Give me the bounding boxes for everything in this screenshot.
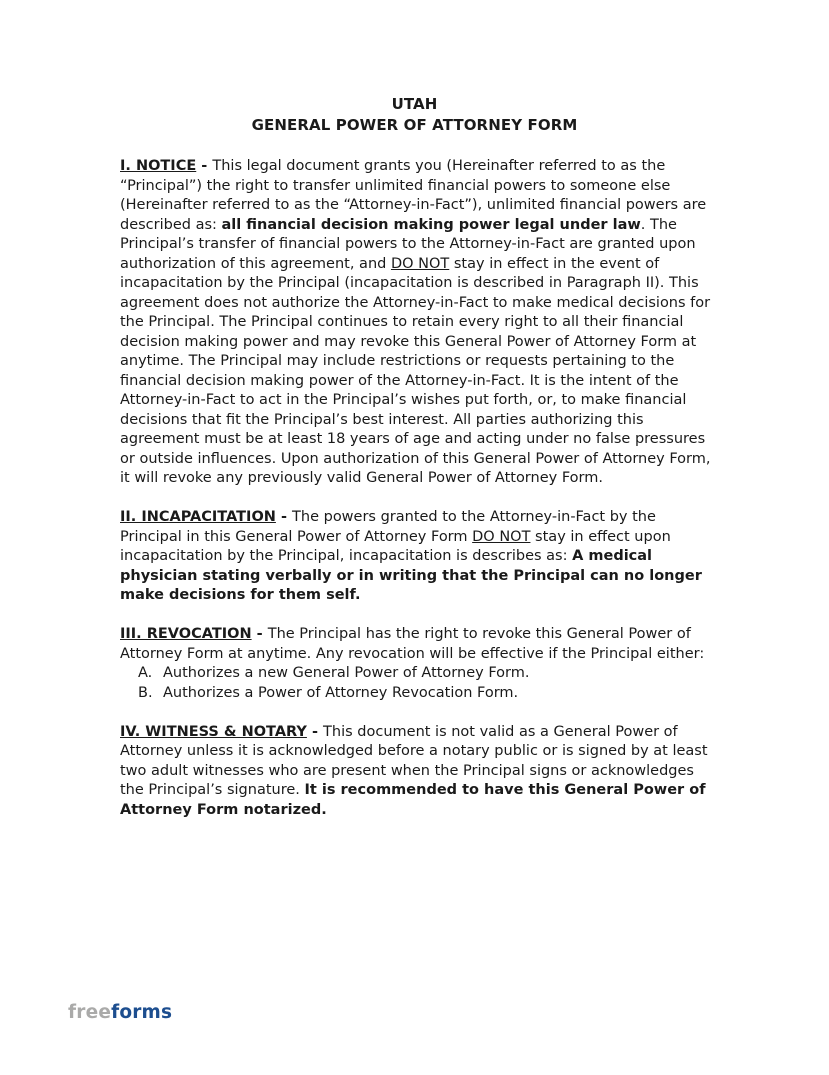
text-run: - (275, 509, 293, 525)
text-run: A medical physician stating verbally or in writing that the Principal can no longer make decisions for them self. (120, 548, 702, 603)
list-marker: A. (138, 665, 153, 681)
text-run: stay in effect in the event of incapacitation by the Principal (incapacitation is described in Paragraph II). This agreement does not authorize the Attorney-in-Fact to make medical decisions for the Principal. The Principal continues to retain every right to all their financial decision making power and may revoke this General Power of Attorney Form at anytime. The Principal may include restrictions or requests pertaining to the financial decision making power of the Attorney-in-Fact. It is the intent of the Attorney-in-Fact to act in the Principal’s wishes put forth, or, to make financial decisions that fit the Principal’s best interest. All parties authorizing this agreement must be at least 18 years of age and acting under no false pressures or outside influences. Upon authorization of this General Power of Attorney Form, it will revoke any previously valid General Power of Attorney Form. (120, 255, 711, 486)
text-run: III. REVOCATION (120, 626, 252, 642)
text-run: . The Principal’s transfer of financial powers to the Attorney-in-Fact are granted upon authorization of this agreement, and (120, 216, 696, 272)
list-item (138, 664, 712, 684)
list-item (138, 684, 712, 704)
section-witness-notary (120, 723, 712, 821)
text-run: DO NOT (390, 255, 450, 272)
text-run: stay in effect upon incapacitation by the Principal, incapacitation is describes as: (120, 528, 671, 564)
freeforms-logo (68, 1002, 172, 1023)
text-run: - (196, 158, 213, 174)
document-title (0, 94, 829, 136)
text-run: This legal document grants you (Hereinafter referred to as the “Principal”) the right to transfer unlimited financial powers to someone else (Hereinafter referred to as the “Attorney-in-Fact”), unlimited financial powers are described as: (120, 158, 707, 233)
document-body (120, 157, 712, 820)
section-notice (120, 157, 712, 489)
text-run: IV. WITNESS & NOTARY (120, 723, 307, 740)
list-text: Authorizes a new General Power of Attorney Form. (163, 665, 530, 681)
text-run: II. INCAPACITATION (120, 509, 276, 525)
text-run: - (306, 723, 324, 740)
list-text: Authorizes a Power of Attorney Revocation Form. (163, 684, 519, 701)
title-state: UTAH (391, 95, 438, 113)
text-run: This document is not valid as a General Power of Attorney unless it is acknowledged before a notary public or is signed by at least two adult witnesses who are present when the Principal signs or acknowledges the Principal’s signature. (120, 723, 708, 798)
section-revocation (120, 625, 712, 664)
text-run: I. NOTICE (120, 158, 197, 174)
text-run: - (251, 626, 268, 642)
logo-forms: forms (111, 1002, 173, 1023)
revocation-options-list (120, 664, 712, 703)
text-run: It is recommended to have this General Power of Attorney Form notarized. (120, 782, 706, 818)
text-run: DO NOT (472, 528, 531, 545)
logo-free: free (68, 1002, 112, 1023)
text-run: The powers granted to the Attorney-in-Fact by the Principal in this General Power of Attorney Form (120, 509, 656, 545)
text-run: all financial decision making power legal under law (221, 216, 641, 233)
title-form-name: GENERAL POWER OF ATTORNEY FORM (251, 116, 578, 134)
text-run: The Principal has the right to revoke this General Power of Attorney Form at anytime. Any revocation will be effective if the Principal either: (120, 626, 705, 662)
section-incapacitation (120, 508, 712, 606)
list-marker: B. (138, 684, 153, 701)
